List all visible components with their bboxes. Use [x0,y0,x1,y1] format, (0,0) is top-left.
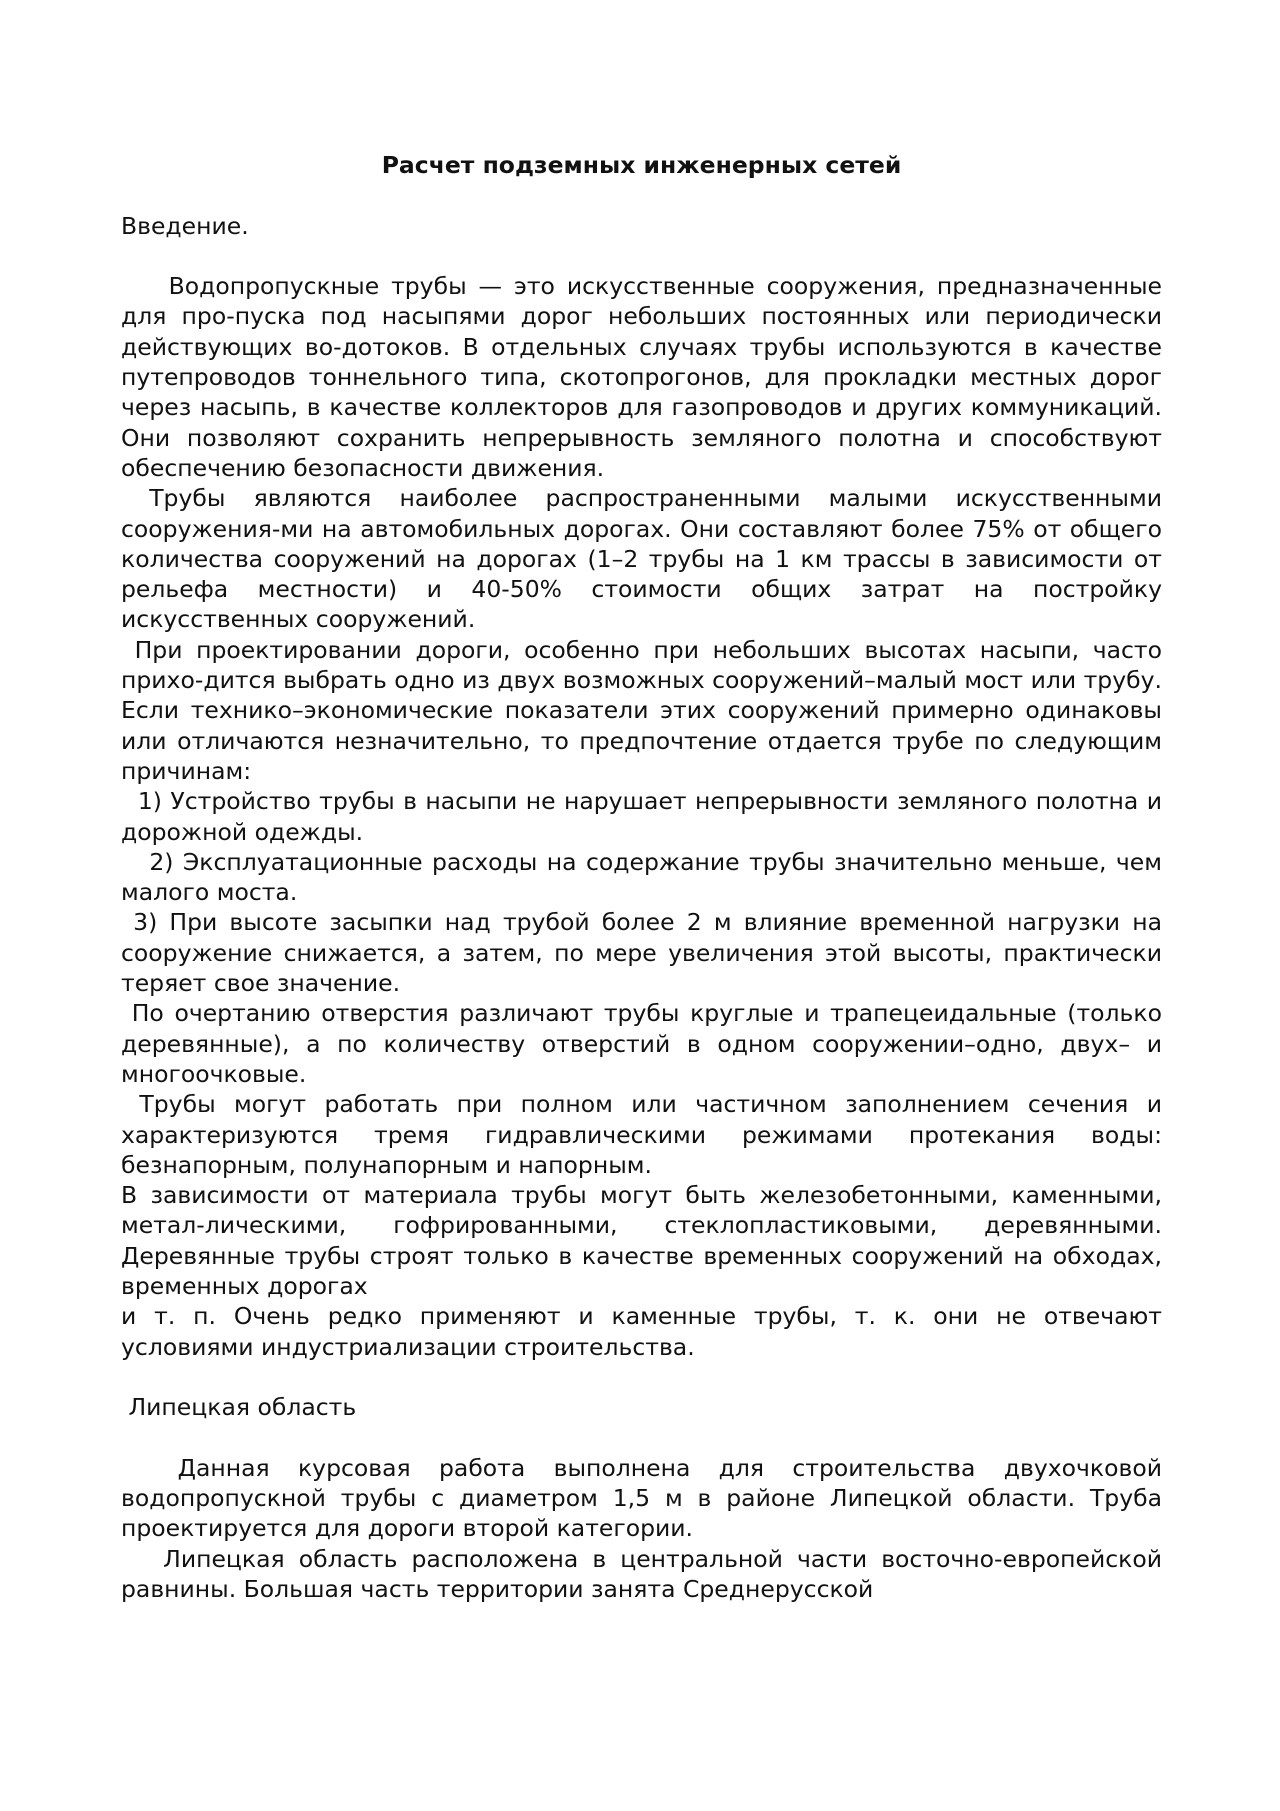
list-item: 2) Эксплуатационные расходы на содержание трубы значительно меньше, чем малого моста. [121,847,1170,907]
spacer [121,1362,1162,1392]
region-heading: Липецкая область [121,1393,357,1422]
spacer [121,180,1162,210]
paragraph: Водопропускные трубы — это искусственные сооружения, предназначенные для про-пуска под насыпями дорог небольших постоянных или периодически действующих во-дотоков. В отдельных случаях трубы используются в качестве путепроводов тоннельного типа, скотопрогонов, для прокладки местных дорог через насыпь, в качестве коллекторов для газопроводов и других коммуникаций. Они позволяют сохранить непрерывность земляного полотна и способствуют обеспечению безопасности движения. [121,272,1170,482]
intro-heading: Введение. [121,211,249,240]
document-body [121,150,1170,1604]
list-item: 1) Устройство трубы в насыпи не нарушает непрерывности земляного полотна и дорожной одежды. [121,787,1170,846]
paragraph: и т. п. Очень редко применяют и каменные трубы, т. к. они не отвечают условиями индустриализации строительства. [121,1302,1170,1361]
document-title: Расчет подземных инженерных сетей [381,151,902,179]
paragraph: По очертанию отверстия различают трубы круглые и трапецеидальные (только деревянные), а по количеству отверстий в одном сооружении–одно, двух– и многоочковые. [121,999,1170,1088]
paragraph: При проектировании дороги, особенно при небольших высотах насыпи, часто прихо-дится выбрать одно из двух возможных сооружений–малый мост или трубу. Если технико–экономические показатели этих сооружений примерно одинаковы или отличаются незначительно, то предпочтение отдается трубе по следующим причинам: [121,635,1170,785]
spacer [121,1422,1162,1452]
spacer [121,241,1162,271]
paragraph: Липецкая область расположена в центральной части восточно-европейской равнины. Большая часть территории занята Среднерусской [121,1544,1170,1603]
paragraph: Трубы могут работать при полном или частичном заполнением сечения и характеризуются тремя гидравлическими режимами протекания воды: безнапорным, полунапорным и напорным. [121,1090,1170,1179]
paragraph: Трубы являются наиболее распространенными малыми искусственными сооружения-ми на автомобильных дорогах. Они составляют более 75% от общего количества сооружений на дорогах (1–2 трубы на 1 км трассы в зависимости от рельефа местности) и 40-50% стоимости общих затрат на постройку искусственных сооружений. [121,484,1170,634]
list-item: 3) При высоте засыпки над трубой более 2 м влияние временной нагрузки на сооружение снижается, а затем, по мере увеличения этой высоты, практически теряет свое значение. [121,908,1170,998]
paragraph: В зависимости от материала трубы могут быть железобетонными, каменными, метал-лическими, гофрированными, стеклопластиковыми, деревянными. Деревянные трубы строят только в качестве временных сооружений на обходах, временных дорогах [121,1181,1170,1300]
paragraph: Данная курсовая работа выполнена для строительства двухочковой водопропускной трубы с диаметром 1,5 м в районе Липецкой области. Труба проектируется для дороги второй категории. [121,1453,1170,1543]
